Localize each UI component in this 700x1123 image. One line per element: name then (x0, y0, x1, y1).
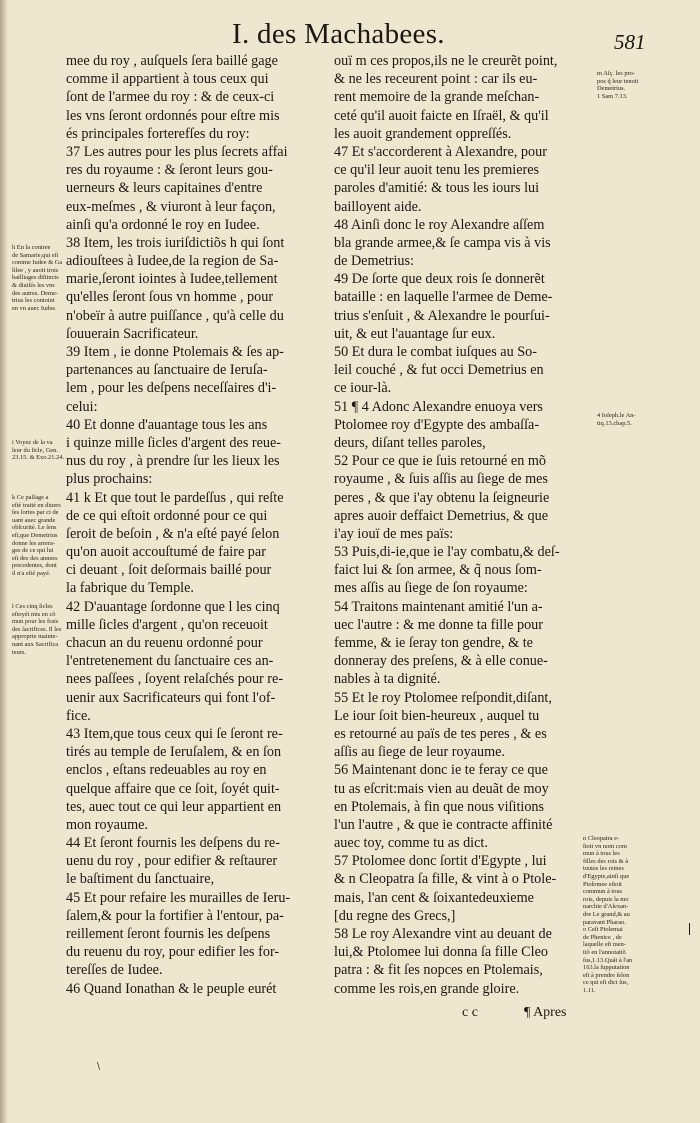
page-number: 581 (614, 30, 646, 54)
text-line: 1.11. (583, 986, 596, 994)
text-line: comme les rois,en grande gloire. (334, 980, 520, 997)
text-line: mille ſicles d'argent , qu'on receuoit (66, 616, 268, 633)
text-line: 56 Maintenant donc ie te feray ce que (334, 762, 548, 779)
text-line: es retourné au païs de tes peres , & es (334, 725, 547, 742)
text-line: 41 k Et que tout le pardeſſus , qui reſte (66, 489, 284, 506)
text-line: comme Iudee & Ga (12, 259, 63, 267)
text-line: 38 Item, les trois iuriſdictiõs h qui ſont (66, 234, 285, 251)
text-line: res du royaume : & ſeront leurs gou- (66, 162, 273, 179)
text-line: mun à tous les (583, 850, 620, 858)
text-line: nables à ta dignité. (334, 671, 441, 688)
text-line: narchie d'Alexan- (583, 903, 629, 911)
text-line: le baſtiment du ſanctuaire, (66, 871, 215, 888)
text-line: comme il appartient à tous ceux qui (66, 71, 269, 88)
text-line: qu'elles ſeront ſous vn homme , pour (66, 289, 274, 306)
text-line: uerneurs & leurs capitaines d'entre (66, 180, 263, 197)
text-line: celui: (66, 398, 98, 415)
text-line: l'entretenement du ſanctuaire ces an- (66, 653, 274, 670)
text-line: obſcurité. Le ſens (12, 524, 57, 532)
text-line: tiõ en l'annotatiõ (583, 948, 626, 956)
text-line: pos q̃ leur tenoit (597, 77, 639, 85)
signature-mark: c c (462, 1005, 478, 1020)
text-line: Ptolomee eſtoit (583, 880, 622, 888)
text-line: & n Cleopatra ſa fille, & vint à o Ptole- (334, 871, 557, 888)
text-line: ſtoit vn nom com (583, 842, 627, 850)
text-line: ſalem,& pour la fortifier à l'entour, pa- (66, 907, 284, 924)
text-line: i Voyez de la va (12, 439, 53, 446)
text-line: peres , & que i'ay obtenu la ſeigneurie (334, 489, 550, 506)
text-line: approprie mainte- (12, 633, 58, 641)
text-line: ſes ſortes par ci de (12, 509, 59, 517)
text-line: 39 Item , ie donne Ptolemais & ſes ap- (66, 344, 284, 360)
left-margin-note (12, 439, 64, 462)
text-line: 50 Et dura le combat iuſques au So- (334, 344, 537, 360)
text-line: ſus,1.13.Quãt à l'an (583, 956, 633, 964)
text-line: nees paſſees , ſoyent relaſchés pour re- (66, 671, 284, 688)
text-line: i'ay iouï de mes païs: (334, 525, 454, 542)
text-line: patra : & fit ſes nopces en Ptolemais, (334, 962, 543, 979)
text-line: leil couché , & fut occi Demetrius en (334, 362, 544, 379)
text-line: 46 Quand Ionathan & le peuple eurét (66, 980, 277, 997)
text-line: l'un l'autre , & que ie contracte affinité (334, 816, 553, 833)
text-line: 43 Item,que tous ceux qui ſe ſeront re- (66, 725, 283, 742)
text-line: eſté traité en diuers (12, 501, 61, 509)
left-text-column (66, 52, 328, 998)
text-line: lilee , y auoit trois (12, 266, 59, 274)
text-line: ſeroit de beſoin , & n'a eſté payé ſelon (66, 525, 280, 542)
stray-mark: \ (97, 1062, 101, 1072)
text-line: uenir aux Sacrificateurs qui font l'of- (66, 689, 276, 706)
text-line: Demetrius. (597, 85, 626, 93)
text-line: reillement ſeront fournis les deſpens (66, 926, 271, 942)
text-line: 42 D'auantage ſordonne que l les cinq (66, 598, 280, 615)
text-line: ouï m ces propos,ils ne le creurẽt point, (334, 53, 558, 69)
text-line: uenu du roy , pour edifier & reſtaurer (66, 853, 278, 870)
text-line: uit, & eut l'auantage ſur eux. (334, 325, 496, 342)
text-line: toutes les reines (583, 865, 624, 873)
text-line: ci deuant , ſoit deſormais baillé pour (66, 562, 272, 579)
text-line: 58 Le roy Alexandre vint au deuant de (334, 926, 552, 942)
text-line: en vn auec Iudee. (12, 304, 57, 312)
text-line: [du regne des Grecs,] (334, 907, 456, 924)
text-line: lem , pour les deſpens neceſſaires d'i- (66, 380, 277, 397)
text-line: enclos , eſtans redeuables au roy en (66, 762, 267, 779)
running-title: I. des Machabees. (232, 18, 445, 50)
text-line: ſont de l'armee du roy : & de ceux-ci (66, 89, 275, 106)
text-line: dre Le grand,& au (583, 910, 630, 918)
text-line: & diuiſés les vns (12, 281, 55, 289)
page-gutter-shadow (0, 0, 8, 1123)
right-margin-note (597, 70, 638, 100)
text-line: Le iour ſoit bien-heureux , auquel tu (334, 707, 540, 724)
text-line: trius s'enſuit , & Alexandre le pourſui- (334, 307, 550, 324)
text-line: uec l'autre : & me donne ta fille pour (334, 616, 543, 633)
text-line: royaume , & ſuis aſſis au ſiege de mes (334, 471, 548, 488)
text-line: mun pour les frais (12, 618, 59, 626)
text-line: paravant Pharao. (583, 918, 626, 926)
text-line: ainſi qu'a ordonné le roy en Iudee. (66, 216, 260, 233)
text-line: tes, auec tout ce qui leur appartient en (66, 798, 282, 815)
text-line: les vns ſeront ordonnés pour eſtre mis (66, 107, 280, 124)
text-line: des autres. Deme- (12, 289, 58, 297)
text-line: les auoit grandement oppreſſés. (334, 125, 512, 142)
text-line: mon royaume. (66, 816, 148, 833)
text-line: trius les conioint (12, 297, 55, 305)
text-line: tu as eſcrit:mais vien au deuãt de moy (334, 780, 549, 797)
text-line: k Ce paſſage a (12, 494, 49, 501)
text-line: eſt,que Demetrius (12, 531, 58, 539)
text-line: n Cleopatra e- (583, 835, 620, 842)
catchword: ¶ Apres (524, 1005, 567, 1020)
text-line: faict lui & ſon armee, & q̃ nous ſom- (334, 562, 542, 579)
text-line: aſſis au ſiege de leur royaume. (334, 744, 505, 761)
text-line: filles des rois & à (583, 857, 629, 865)
text-line: tiq.13.chap.5. (597, 419, 632, 427)
text-line: de Demetrius: (334, 253, 414, 270)
text-line: laquelle eſt men- (583, 941, 626, 949)
text-line: i quinze mille ſicles d'argent des reue- (66, 434, 282, 451)
text-line: partenances au ſanctuaire de Ieruſa- (66, 362, 268, 379)
text-line: h En la contree (12, 244, 51, 251)
text-line: donneray des preſens, & à elle conue- (334, 653, 548, 670)
text-line: lui,& Ptolomee lui donna ſa fille Cleo (334, 944, 548, 961)
text-line: paroles d'amitié: & tous les iours lui (334, 180, 540, 197)
text-line: 49 De ſorte que deux rois ſe donnerẽt (334, 271, 545, 288)
text-line: fice. (66, 707, 91, 724)
text-line: nant aux Sacrifica (12, 640, 59, 648)
text-line: precedentes, dont (12, 562, 57, 570)
text-line: commun à tous (583, 888, 623, 896)
text-line: és principales forterefſes du roy: (66, 125, 250, 142)
text-line: ce qui eſt dict ſus, (583, 979, 629, 987)
text-line: d'Egypte,ainſi que (583, 872, 630, 880)
text-line: bailloyent aide. (334, 198, 422, 215)
text-line: o Ceſt Ptolemai (583, 926, 623, 934)
text-line: Ptolomee roy d'Egypte des ambaſſa- (334, 416, 540, 433)
text-line: femme, & ie ſeray ton gendre, & te (334, 635, 533, 651)
text-line: & ne les receurent point : car ils eu- (334, 71, 538, 88)
text-line: 54 Traitons maintenant amitié l'un a- (334, 598, 543, 615)
text-line: rent memoire de la grande meſchan- (334, 89, 540, 106)
text-line: 45 Et pour refaire les murailles de Ieru- (66, 889, 291, 906)
text-line: donne les arrera- (12, 539, 55, 547)
right-margin-note (597, 412, 636, 427)
text-line: bla grande armee,& ſe campa vis à vis (334, 234, 551, 251)
text-line: deurs, diſant telles paroles, (334, 434, 486, 451)
left-margin-note (12, 494, 61, 578)
text-line: ges de ce qui lui (12, 547, 54, 555)
left-margin-note (12, 244, 62, 312)
text-line: chacun an du reuenu ordonné pour (66, 635, 263, 651)
text-line: mais, l'an cent & ſoixantedeuxieme (334, 889, 534, 906)
text-line: m Aſç. les pro- (597, 70, 635, 77)
text-line: mee du roy , auſquels ſera baillé gage (66, 53, 278, 69)
text-line: adiouſtees à Iudee,de la region de Sa- (66, 253, 279, 270)
text-line: 53 Puis,di-ie,que ie l'ay combatu,& deſ- (334, 544, 560, 561)
text-line: du reuenu du roy, pour edifier les for- (66, 944, 280, 961)
text-line: 44 Et ſeront fournis les deſpens du re- (66, 835, 280, 852)
text-line: eſt des des annees (12, 554, 58, 562)
text-line: eſt à prendre ſelon (583, 971, 630, 979)
text-line: bataille : en laquelle l'armee de Deme- (334, 289, 553, 306)
text-line: 47 Et s'accorderent à Alexandre, pour (334, 143, 547, 160)
text-line: mes aſſis au ſiege de ſon royaume: (334, 580, 528, 597)
left-margin-note (12, 603, 61, 656)
text-line: 57 Ptolomee donc ſortit d'Egypte , lui (334, 853, 547, 870)
text-line: la fabrique du Temple. (66, 580, 194, 597)
margin-rule (689, 923, 690, 935)
text-line: eux-meſmes , & viuront à leur façon, (66, 198, 276, 215)
text-line: 4 Ioſeph.le An- (597, 412, 636, 419)
text-line: rois, depuis la mo (583, 895, 629, 903)
text-line: ceté qu'il auoit faicte en Iſraël, & qu'il (334, 107, 549, 124)
text-line: eſtoyét mis en cõ (12, 610, 56, 618)
text-line: ſouuerain Sacrificateur. (66, 325, 199, 342)
text-line: des ſacrifices. Il les (12, 625, 62, 633)
right-text-column (334, 52, 596, 998)
text-line: 40 Et donne d'auantage tous les ans (66, 416, 268, 433)
text-line: ce iour-là. (334, 380, 392, 397)
text-line: tereſſes de Iudee. (66, 962, 163, 979)
text-line: n'obeïr à autre puiſſance , qu'à celle du (66, 307, 284, 324)
text-line: de ce qui eſtoit ordonné pour ce qui (66, 507, 268, 524)
text-line: en Ptolemais, à fin que nous viſitions (334, 798, 545, 815)
text-line: plus prochains: (66, 471, 153, 488)
text-line: qu'on auoit accouſtumé de faire par (66, 544, 266, 561)
text-line: bailliages diſtincts (12, 274, 59, 282)
text-line: de Phenice , de (583, 933, 622, 941)
text-line: l Ces cinq ſicles (12, 603, 53, 610)
text-line: 55 Et le roy Ptolomee reſpondit,diſant, (334, 689, 552, 706)
text-line: 37 Les autres pour les plus ſecrets affai (66, 143, 288, 160)
text-line: ce qu'il leur auoit tenu les premieres (334, 162, 540, 179)
text-line: tirés au temple de Ieruſalem, & en ſon (66, 744, 282, 761)
text-line: 1 Sam 7.13. (597, 92, 628, 100)
text-line: auec toy, comme tu as dict. (334, 835, 488, 852)
text-line: apres auoir deffaict Demetrius, & que (334, 507, 549, 524)
text-line: teurs. (12, 648, 27, 656)
text-line: il n'a eſté payé. (12, 569, 51, 577)
text-line: 51 ¶ 4 Adonc Alexandre enuoya vers (334, 398, 543, 415)
text-line: 163.la ſupputation (583, 964, 630, 972)
text-line: 23.15. & Exo.21.24. (12, 454, 65, 462)
text-line: de Samarie,qui eſt (12, 251, 59, 259)
text-line: marie,ſeront iointes à Iudee,tellement (66, 271, 278, 288)
text-line: leur du ſicle, Gen. (12, 446, 58, 454)
text-line: quelque affaire que ce ſoit, ſoyét quit- (66, 780, 280, 797)
text-line: 52 Pour ce que ie ſuis retourné en mõ (334, 453, 546, 470)
text-line: nus du roy , à prendre ſur les lieux les (66, 453, 280, 470)
text-line: 48 Ainſi donc le roy Alexandre aſſem (334, 216, 545, 233)
text-line: uant auec grande (12, 516, 56, 524)
right-margin-note (583, 835, 632, 994)
